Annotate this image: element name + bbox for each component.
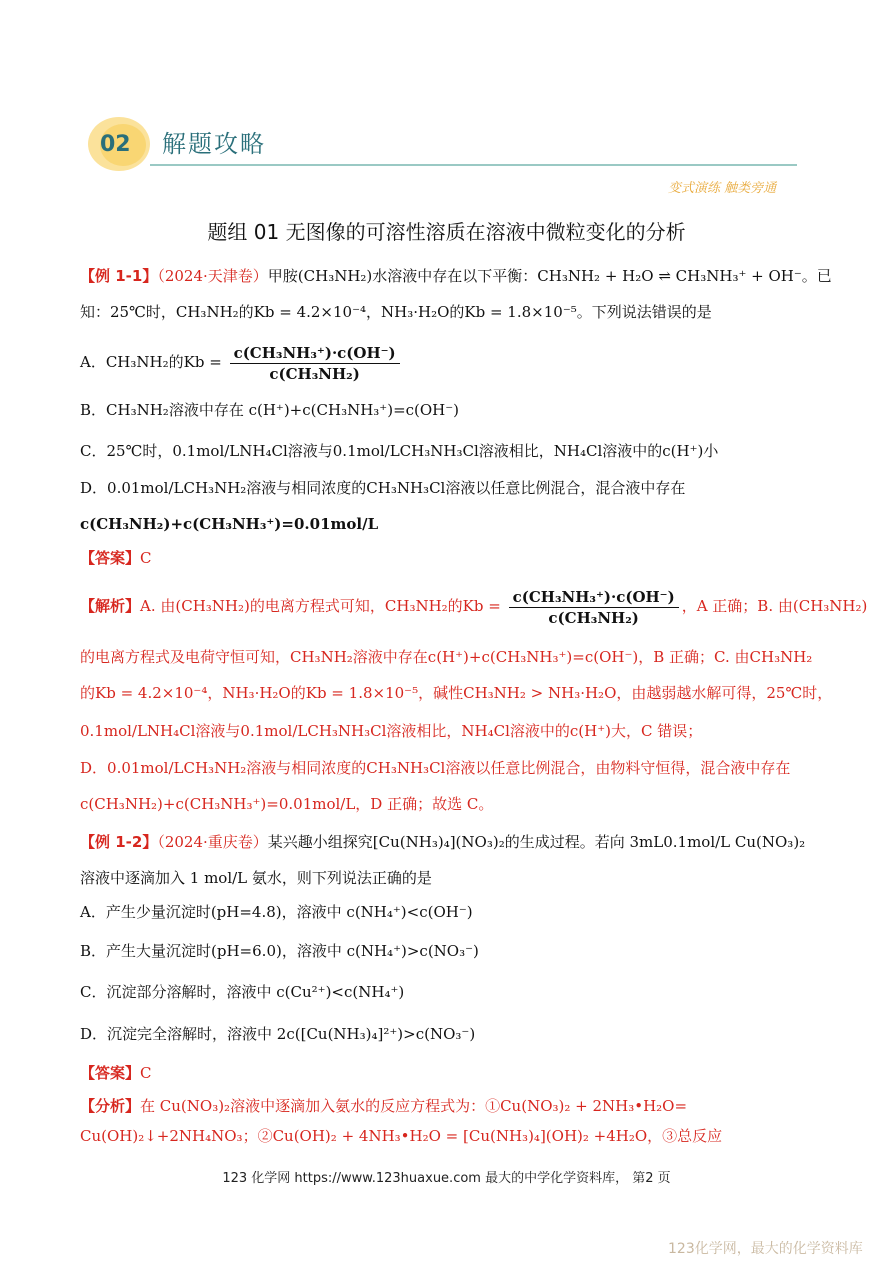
ex1-analysis-1a: A. 由(CH₃NH₂)的电离方程式可知，CH₃NH₂的Kb = bbox=[140, 597, 501, 615]
ex1-analysis-1 bbox=[80, 584, 867, 628]
section-title: 解题攻略 bbox=[162, 130, 266, 158]
ex2-option-a: A．产生少量沉淀时(pH=4.8)，溶液中 c(NH₄⁺)<c(OH⁻) bbox=[80, 903, 473, 921]
section-divider bbox=[150, 164, 797, 166]
ex2-option-b: B．产生大量沉淀时(pH=6.0)，溶液中 c(NH₄⁺)>c(NO₃⁻) bbox=[80, 942, 479, 960]
ex2-answer bbox=[80, 1063, 152, 1083]
ex1-answer bbox=[80, 548, 152, 568]
ex1-option-d-2: c(CH₃NH₂)+c(CH₃NH₃⁺)=0.01mol/L bbox=[80, 515, 379, 533]
watermark: 123化学网，最大的化学资料库 bbox=[668, 1241, 863, 1257]
ex1-analysis-5: D．0.01mol/LCH₃NH₂溶液与相同浓度的CH₃NH₃Cl溶液以任意比例混合，由物料守恒得，混合液中存在 bbox=[80, 759, 791, 777]
ex2-analysis-tag: 【分析】 bbox=[80, 1097, 141, 1115]
ex1-analysis-6: c(CH₃NH₂)+c(CH₃NH₃⁺)=0.01mol/L，D 正确；故选 C。 bbox=[80, 795, 494, 813]
section-number: 02 bbox=[100, 132, 131, 157]
ex2-line1 bbox=[80, 832, 805, 852]
ex2-stem-1: 某兴趣小组探究[Cu(NH₃)₄](NO₃)₂的生成过程。若向 3mL0.1mol/L Cu(NO₃)₂ bbox=[267, 833, 806, 851]
section-slogan: 变式演练 触类旁通 bbox=[668, 181, 777, 196]
ex2-answer-value: C bbox=[140, 1064, 152, 1082]
ex1-analysis-1b: ，A 正确；B. 由(CH₃NH₂) bbox=[681, 597, 868, 615]
ex1-option-a-numerator: c(CH₃NH₃⁺)·c(OH⁻) bbox=[230, 343, 400, 364]
ex1-stem-1: 甲胺(CH₃NH₂)水溶液中存在以下平衡：CH₃NH₂ + H₂O ⇌ CH₃NH₃⁺ + OH⁻。已 bbox=[267, 267, 832, 285]
ex1-answer-value: C bbox=[140, 549, 152, 567]
ex1-answer-tag: 【答案】 bbox=[80, 549, 141, 567]
ex1-tag: 【例 1-1】 bbox=[80, 267, 158, 285]
ex1-option-a-denominator: c(CH₃NH₂) bbox=[269, 364, 360, 383]
ex1-source: （2024·天津卷） bbox=[157, 267, 268, 285]
ex1-analysis-fraction bbox=[509, 587, 679, 628]
ex2-source: （2024·重庆卷） bbox=[157, 833, 268, 851]
ex1-analysis-3: 的Kb = 4.2×10⁻⁴，NH₃·H₂O的Kb = 1.8×10⁻⁵，碱性CH₃NH₂ > NH₃·H₂O，由越弱越水解可得，25℃时， bbox=[80, 684, 833, 702]
ex2-stem-2: 溶液中逐滴加入 1 mol/L 氨水，则下列说法正确的是 bbox=[80, 869, 432, 887]
ex1-analysis-numerator: c(CH₃NH₃⁺)·c(OH⁻) bbox=[509, 587, 679, 608]
ex1-line1 bbox=[80, 266, 832, 286]
ex2-analysis-1-text: 在 Cu(NO₃)₂溶液中逐滴加入氨水的反应方程式为：①Cu(NO₃)₂ + 2NH₃•H₂O= bbox=[140, 1097, 688, 1115]
ex1-option-c: C．25℃时，0.1mol/LNH₄Cl溶液与0.1mol/LCH₃NH₃Cl溶液相比，NH₄Cl溶液中的c(H⁺)小 bbox=[80, 442, 719, 460]
ex1-option-a-prefix: A．CH₃NH₂的Kb = bbox=[80, 353, 222, 371]
ex1-option-b: B．CH₃NH₂溶液中存在 c(H⁺)+c(CH₃NH₃⁺)=c(OH⁻) bbox=[80, 401, 460, 419]
ex1-analysis-denominator: c(CH₃NH₂) bbox=[548, 608, 639, 627]
ex1-option-a bbox=[80, 340, 403, 384]
ex2-analysis-1 bbox=[80, 1096, 687, 1116]
ex2-option-c: C．沉淀部分溶解时，溶液中 c(Cu²⁺)<c(NH₄⁺) bbox=[80, 983, 405, 1001]
ex1-analysis-2: 的电离方程式及电荷守恒可知，CH₃NH₂溶液中存在c(H⁺)+c(CH₃NH₃⁺)=c(OH⁻)，B 正确；C. 由CH₃NH₂ bbox=[80, 648, 813, 666]
ex1-option-d-1: D．0.01mol/LCH₃NH₂溶液与相同浓度的CH₃NH₃Cl溶液以任意比例混合，混合液中存在 bbox=[80, 479, 686, 497]
ex1-stem-2: 知：25℃时，CH₃NH₂的Kb = 4.2×10⁻⁴，NH₃·H₂O的Kb = 1.8×10⁻⁵。下列说法错误的是 bbox=[80, 303, 712, 321]
ex1-analysis-4: 0.1mol/LNH₄Cl溶液与0.1mol/LCH₃NH₃Cl溶液相比，NH₄Cl溶液中的c(H⁺)大，C 错误； bbox=[80, 722, 703, 740]
ex1-analysis-tag: 【解析】 bbox=[80, 597, 141, 615]
ex2-option-d: D．沉淀完全溶解时，溶液中 2c([Cu(NH₃)₄]²⁺)>c(NO₃⁻) bbox=[80, 1025, 476, 1043]
ex2-analysis-2: Cu(OH)₂↓+2NH₄NO₃；②Cu(OH)₂ + 4NH₃•H₂O = [Cu(NH₃)₄](OH)₂ +4H₂O，③总反应 bbox=[80, 1127, 723, 1145]
page-footer: 123 化学网 https://www.123huaxue.com 最大的中学化学资料库， 第2 页 bbox=[222, 1171, 671, 1186]
ex1-option-a-fraction bbox=[230, 343, 400, 384]
ex2-answer-tag: 【答案】 bbox=[80, 1064, 141, 1082]
ex2-tag: 【例 1-2】 bbox=[80, 833, 158, 851]
group-title: 题组 01 无图像的可溶性溶质在溶液中微粒变化的分析 bbox=[207, 220, 686, 244]
